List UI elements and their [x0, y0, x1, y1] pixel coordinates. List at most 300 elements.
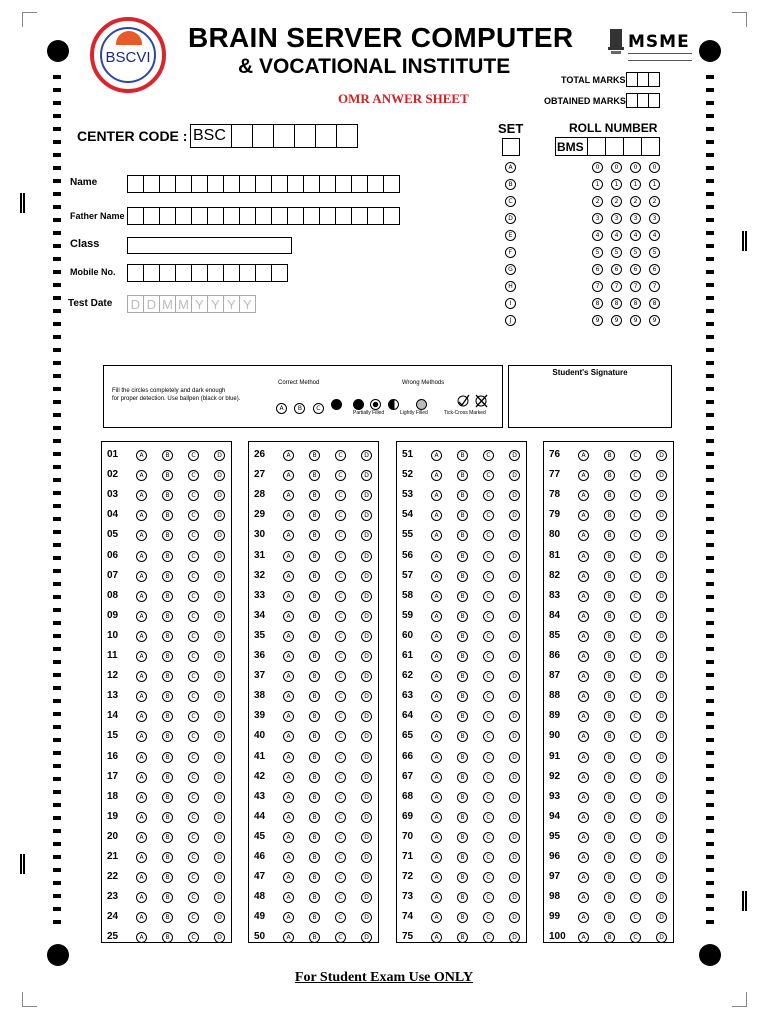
answer-bubble[interactable]: C	[188, 591, 199, 602]
set-option-bubble[interactable]: B	[505, 179, 516, 190]
answer-bubble[interactable]: B	[162, 591, 173, 602]
answer-bubble[interactable]: C	[188, 711, 199, 722]
answer-bubble[interactable]: D	[656, 691, 667, 702]
answer-bubble[interactable]: A	[431, 932, 442, 943]
roll-digit-bubble[interactable]: 8	[649, 298, 660, 309]
answer-bubble[interactable]: C	[335, 530, 346, 541]
answer-bubble[interactable]: D	[509, 671, 520, 682]
answer-bubble[interactable]: B	[604, 611, 615, 622]
answer-bubble[interactable]: C	[630, 470, 641, 481]
answer-bubble[interactable]: C	[483, 932, 494, 943]
answer-bubble[interactable]: B	[162, 691, 173, 702]
answer-bubble[interactable]: A	[283, 852, 294, 863]
set-box[interactable]	[502, 138, 520, 156]
test-date-field[interactable]	[128, 295, 256, 313]
answer-bubble[interactable]: A	[283, 591, 294, 602]
answer-bubble[interactable]: D	[509, 591, 520, 602]
answer-bubble[interactable]: C	[483, 551, 494, 562]
answer-bubble[interactable]: B	[162, 792, 173, 803]
answer-bubble[interactable]: A	[578, 932, 589, 943]
name-field[interactable]	[128, 175, 400, 193]
answer-bubble[interactable]: A	[136, 711, 147, 722]
answer-bubble[interactable]: D	[361, 591, 372, 602]
answer-bubble[interactable]: A	[578, 591, 589, 602]
answer-bubble[interactable]: C	[335, 470, 346, 481]
answer-bubble[interactable]: D	[509, 792, 520, 803]
answer-bubble[interactable]: D	[509, 450, 520, 461]
roll-digit-bubble[interactable]: 8	[630, 298, 641, 309]
set-option-bubble[interactable]: F	[505, 247, 516, 258]
answer-bubble[interactable]: C	[188, 772, 199, 783]
answer-bubble[interactable]: A	[578, 832, 589, 843]
answer-bubble[interactable]: A	[283, 812, 294, 823]
total-marks-boxes[interactable]	[627, 72, 660, 87]
center-code-field[interactable]	[191, 124, 358, 148]
answer-bubble[interactable]: C	[630, 892, 641, 903]
set-option-bubble[interactable]: G	[505, 264, 516, 275]
answer-bubble[interactable]: A	[283, 792, 294, 803]
answer-bubble[interactable]: B	[457, 731, 468, 742]
answer-bubble[interactable]: B	[162, 832, 173, 843]
answer-bubble[interactable]: D	[214, 792, 225, 803]
answer-bubble[interactable]: B	[162, 892, 173, 903]
answer-bubble[interactable]: D	[509, 772, 520, 783]
answer-bubble[interactable]: D	[509, 731, 520, 742]
answer-bubble[interactable]: D	[361, 792, 372, 803]
answer-bubble[interactable]: A	[578, 731, 589, 742]
answer-bubble[interactable]: D	[509, 490, 520, 501]
answer-bubble[interactable]: C	[188, 752, 199, 763]
answer-bubble[interactable]: A	[578, 852, 589, 863]
answer-bubble[interactable]: C	[335, 671, 346, 682]
answer-bubble[interactable]: D	[214, 812, 225, 823]
answer-bubble[interactable]: B	[457, 450, 468, 461]
answer-bubble[interactable]: C	[630, 530, 641, 541]
answer-bubble[interactable]: A	[283, 490, 294, 501]
answer-bubble[interactable]: D	[509, 651, 520, 662]
answer-bubble[interactable]: C	[188, 852, 199, 863]
answer-bubble[interactable]: C	[335, 551, 346, 562]
answer-bubble[interactable]: C	[630, 571, 641, 582]
answer-bubble[interactable]: D	[361, 631, 372, 642]
answer-bubble[interactable]: B	[309, 651, 320, 662]
answer-bubble[interactable]: A	[283, 571, 294, 582]
answer-bubble[interactable]: B	[457, 651, 468, 662]
answer-bubble[interactable]: D	[214, 832, 225, 843]
answer-bubble[interactable]: C	[630, 872, 641, 883]
answer-bubble[interactable]: C	[630, 792, 641, 803]
roll-digit-bubble[interactable]: 4	[649, 230, 660, 241]
answer-bubble[interactable]: B	[604, 892, 615, 903]
answer-bubble[interactable]: D	[509, 932, 520, 943]
roll-digit-bubble[interactable]: 3	[611, 213, 622, 224]
answer-bubble[interactable]: C	[188, 731, 199, 742]
answer-bubble[interactable]: B	[309, 571, 320, 582]
answer-bubble[interactable]: D	[214, 772, 225, 783]
answer-bubble[interactable]: D	[656, 832, 667, 843]
answer-bubble[interactable]: D	[656, 470, 667, 481]
answer-bubble[interactable]: A	[283, 551, 294, 562]
answer-bubble[interactable]: D	[509, 711, 520, 722]
answer-bubble[interactable]: D	[361, 490, 372, 501]
answer-bubble[interactable]: D	[656, 671, 667, 682]
answer-bubble[interactable]: D	[361, 530, 372, 541]
answer-bubble[interactable]: B	[604, 510, 615, 521]
set-option-bubble[interactable]: J	[505, 315, 516, 326]
answer-bubble[interactable]: B	[604, 912, 615, 923]
answer-bubble[interactable]: D	[656, 772, 667, 783]
answer-bubble[interactable]: D	[214, 691, 225, 702]
answer-bubble[interactable]: A	[136, 912, 147, 923]
roll-digit-bubble[interactable]: 7	[630, 281, 641, 292]
answer-bubble[interactable]: B	[457, 812, 468, 823]
answer-bubble[interactable]: A	[578, 892, 589, 903]
answer-bubble[interactable]: A	[578, 551, 589, 562]
answer-bubble[interactable]: C	[630, 651, 641, 662]
answer-bubble[interactable]: D	[214, 711, 225, 722]
answer-bubble[interactable]: A	[283, 912, 294, 923]
answer-bubble[interactable]: D	[656, 812, 667, 823]
roll-digit-bubble[interactable]: 4	[592, 230, 603, 241]
answer-bubble[interactable]: B	[162, 571, 173, 582]
roll-digit-bubble[interactable]: 0	[630, 162, 641, 173]
answer-bubble[interactable]: D	[361, 772, 372, 783]
answer-bubble[interactable]: B	[309, 711, 320, 722]
answer-bubble[interactable]: C	[630, 510, 641, 521]
answer-bubble[interactable]: D	[214, 510, 225, 521]
answer-bubble[interactable]: A	[578, 872, 589, 883]
answer-bubble[interactable]: B	[604, 872, 615, 883]
answer-bubble[interactable]: D	[361, 711, 372, 722]
answer-bubble[interactable]: D	[361, 551, 372, 562]
answer-bubble[interactable]: B	[457, 711, 468, 722]
roll-digit-bubble[interactable]: 3	[649, 213, 660, 224]
answer-bubble[interactable]: B	[604, 772, 615, 783]
answer-bubble[interactable]: D	[509, 912, 520, 923]
answer-bubble[interactable]: A	[136, 611, 147, 622]
answer-bubble[interactable]: B	[162, 671, 173, 682]
answer-bubble[interactable]: A	[283, 530, 294, 541]
answer-bubble[interactable]: D	[214, 470, 225, 481]
answer-bubble[interactable]: B	[309, 772, 320, 783]
answer-bubble[interactable]: B	[162, 731, 173, 742]
answer-bubble[interactable]: C	[483, 530, 494, 541]
answer-bubble[interactable]: C	[483, 490, 494, 501]
answer-bubble[interactable]: B	[457, 912, 468, 923]
answer-bubble[interactable]: B	[457, 571, 468, 582]
answer-bubble[interactable]: C	[483, 450, 494, 461]
roll-digit-bubble[interactable]: 2	[611, 196, 622, 207]
answer-bubble[interactable]: D	[509, 470, 520, 481]
answer-bubble[interactable]: D	[656, 651, 667, 662]
answer-bubble[interactable]: D	[361, 832, 372, 843]
answer-bubble[interactable]: C	[483, 852, 494, 863]
answer-bubble[interactable]: A	[431, 551, 442, 562]
answer-bubble[interactable]: C	[630, 591, 641, 602]
answer-bubble[interactable]: C	[188, 530, 199, 541]
answer-bubble[interactable]: C	[335, 731, 346, 742]
answer-bubble[interactable]: A	[431, 671, 442, 682]
answer-bubble[interactable]: B	[604, 932, 615, 943]
answer-bubble[interactable]: B	[457, 691, 468, 702]
roll-digit-bubble[interactable]: 6	[611, 264, 622, 275]
signature-box[interactable]	[508, 365, 672, 428]
roll-digit-bubble[interactable]: 6	[649, 264, 660, 275]
answer-bubble[interactable]: B	[309, 892, 320, 903]
answer-bubble[interactable]: D	[214, 530, 225, 541]
roll-digit-bubble[interactable]: 9	[592, 315, 603, 326]
answer-bubble[interactable]: D	[509, 852, 520, 863]
answer-bubble[interactable]: A	[578, 671, 589, 682]
roll-digit-bubble[interactable]: 1	[592, 179, 603, 190]
answer-bubble[interactable]: D	[656, 591, 667, 602]
answer-bubble[interactable]: D	[656, 490, 667, 501]
answer-bubble[interactable]: A	[283, 611, 294, 622]
mobile-field[interactable]	[128, 264, 288, 282]
answer-bubble[interactable]: C	[188, 691, 199, 702]
answer-bubble[interactable]: C	[335, 571, 346, 582]
answer-bubble[interactable]: C	[483, 651, 494, 662]
set-option-bubble[interactable]: I	[505, 298, 516, 309]
answer-bubble[interactable]: C	[630, 832, 641, 843]
roll-digit-bubble[interactable]: 0	[649, 162, 660, 173]
answer-bubble[interactable]: D	[361, 892, 372, 903]
answer-bubble[interactable]: C	[188, 470, 199, 481]
answer-bubble[interactable]: A	[578, 812, 589, 823]
answer-bubble[interactable]: B	[162, 812, 173, 823]
answer-bubble[interactable]: D	[361, 571, 372, 582]
answer-bubble[interactable]: A	[136, 731, 147, 742]
answer-bubble[interactable]: C	[335, 772, 346, 783]
answer-bubble[interactable]: C	[188, 631, 199, 642]
answer-bubble[interactable]: D	[656, 752, 667, 763]
answer-bubble[interactable]: C	[483, 691, 494, 702]
answer-bubble[interactable]: B	[457, 470, 468, 481]
answer-bubble[interactable]: A	[578, 912, 589, 923]
answer-bubble[interactable]: B	[309, 631, 320, 642]
answer-bubble[interactable]: D	[214, 551, 225, 562]
answer-bubble[interactable]: C	[335, 832, 346, 843]
answer-bubble[interactable]: D	[214, 571, 225, 582]
answer-bubble[interactable]: B	[604, 852, 615, 863]
answer-bubble[interactable]: B	[309, 551, 320, 562]
answer-bubble[interactable]: D	[361, 450, 372, 461]
answer-bubble[interactable]: D	[214, 912, 225, 923]
set-option-bubble[interactable]: C	[505, 196, 516, 207]
answer-bubble[interactable]: D	[214, 651, 225, 662]
answer-bubble[interactable]: B	[604, 752, 615, 763]
answer-bubble[interactable]: A	[431, 752, 442, 763]
answer-bubble[interactable]: D	[214, 611, 225, 622]
answer-bubble[interactable]: A	[578, 631, 589, 642]
answer-bubble[interactable]: B	[162, 631, 173, 642]
roll-digit-bubble[interactable]: 1	[611, 179, 622, 190]
answer-bubble[interactable]: A	[431, 470, 442, 481]
answer-bubble[interactable]: D	[214, 490, 225, 501]
answer-bubble[interactable]: C	[335, 932, 346, 943]
answer-bubble[interactable]: A	[283, 631, 294, 642]
answer-bubble[interactable]: D	[656, 892, 667, 903]
answer-bubble[interactable]: B	[309, 490, 320, 501]
answer-bubble[interactable]: A	[283, 932, 294, 943]
answer-bubble[interactable]: C	[335, 892, 346, 903]
answer-bubble[interactable]: C	[630, 812, 641, 823]
answer-bubble[interactable]: C	[630, 631, 641, 642]
answer-bubble[interactable]: D	[361, 812, 372, 823]
roll-digit-bubble[interactable]: 4	[611, 230, 622, 241]
answer-bubble[interactable]: B	[457, 752, 468, 763]
answer-bubble[interactable]: B	[162, 651, 173, 662]
answer-bubble[interactable]: C	[630, 611, 641, 622]
answer-bubble[interactable]: B	[162, 752, 173, 763]
answer-bubble[interactable]: C	[335, 812, 346, 823]
answer-bubble[interactable]: C	[630, 490, 641, 501]
answer-bubble[interactable]: A	[431, 711, 442, 722]
answer-bubble[interactable]: B	[162, 510, 173, 521]
answer-bubble[interactable]: B	[309, 872, 320, 883]
answer-bubble[interactable]: D	[214, 671, 225, 682]
answer-bubble[interactable]: C	[630, 932, 641, 943]
answer-bubble[interactable]: D	[656, 912, 667, 923]
answer-bubble[interactable]: A	[136, 812, 147, 823]
answer-bubble[interactable]: C	[483, 832, 494, 843]
answer-bubble[interactable]: C	[483, 571, 494, 582]
answer-bubble[interactable]: A	[431, 571, 442, 582]
obtained-marks-boxes[interactable]	[627, 93, 660, 108]
roll-digit-bubble[interactable]: 7	[592, 281, 603, 292]
answer-bubble[interactable]: B	[457, 671, 468, 682]
answer-bubble[interactable]: B	[604, 551, 615, 562]
answer-bubble[interactable]: A	[136, 450, 147, 461]
answer-bubble[interactable]: A	[136, 631, 147, 642]
answer-bubble[interactable]: B	[162, 872, 173, 883]
answer-bubble[interactable]: D	[656, 611, 667, 622]
answer-bubble[interactable]: B	[604, 530, 615, 541]
answer-bubble[interactable]: D	[361, 611, 372, 622]
answer-bubble[interactable]: A	[136, 892, 147, 903]
answer-bubble[interactable]: D	[361, 510, 372, 521]
answer-bubble[interactable]: D	[656, 711, 667, 722]
answer-bubble[interactable]: A	[431, 731, 442, 742]
answer-bubble[interactable]: A	[431, 912, 442, 923]
answer-bubble[interactable]: D	[656, 571, 667, 582]
answer-bubble[interactable]: A	[578, 470, 589, 481]
answer-bubble[interactable]: D	[361, 671, 372, 682]
answer-bubble[interactable]: D	[361, 691, 372, 702]
answer-bubble[interactable]: D	[656, 450, 667, 461]
answer-bubble[interactable]: C	[483, 510, 494, 521]
answer-bubble[interactable]: B	[457, 772, 468, 783]
answer-bubble[interactable]: A	[283, 892, 294, 903]
answer-bubble[interactable]: A	[283, 651, 294, 662]
answer-bubble[interactable]: A	[136, 832, 147, 843]
answer-bubble[interactable]: A	[136, 691, 147, 702]
answer-bubble[interactable]: B	[162, 852, 173, 863]
answer-bubble[interactable]: A	[578, 752, 589, 763]
answer-bubble[interactable]: B	[162, 711, 173, 722]
roll-digit-bubble[interactable]: 0	[592, 162, 603, 173]
roll-digit-bubble[interactable]: 7	[611, 281, 622, 292]
answer-bubble[interactable]: B	[457, 490, 468, 501]
answer-bubble[interactable]: B	[162, 611, 173, 622]
answer-bubble[interactable]: D	[509, 571, 520, 582]
answer-bubble[interactable]: C	[630, 671, 641, 682]
answer-bubble[interactable]: B	[162, 551, 173, 562]
set-option-bubble[interactable]: H	[505, 281, 516, 292]
answer-bubble[interactable]: D	[361, 912, 372, 923]
answer-bubble[interactable]: A	[136, 752, 147, 763]
answer-bubble[interactable]: C	[630, 912, 641, 923]
answer-bubble[interactable]: D	[656, 551, 667, 562]
answer-bubble[interactable]: D	[361, 651, 372, 662]
answer-bubble[interactable]: D	[656, 872, 667, 883]
answer-bubble[interactable]: A	[431, 852, 442, 863]
roll-digit-bubble[interactable]: 0	[611, 162, 622, 173]
set-option-bubble[interactable]: D	[505, 213, 516, 224]
answer-bubble[interactable]: C	[630, 551, 641, 562]
answer-bubble[interactable]: A	[431, 530, 442, 541]
answer-bubble[interactable]: B	[309, 912, 320, 923]
answer-bubble[interactable]: A	[578, 490, 589, 501]
roll-digit-bubble[interactable]: 5	[611, 247, 622, 258]
answer-bubble[interactable]: B	[309, 812, 320, 823]
answer-bubble[interactable]: D	[509, 892, 520, 903]
answer-bubble[interactable]: A	[283, 772, 294, 783]
answer-bubble[interactable]: B	[162, 932, 173, 943]
answer-bubble[interactable]: D	[361, 470, 372, 481]
answer-bubble[interactable]: B	[457, 611, 468, 622]
roll-digit-bubble[interactable]: 9	[649, 315, 660, 326]
answer-bubble[interactable]: A	[283, 450, 294, 461]
answer-bubble[interactable]: A	[283, 872, 294, 883]
answer-bubble[interactable]: D	[509, 812, 520, 823]
answer-bubble[interactable]: D	[509, 530, 520, 541]
answer-bubble[interactable]: A	[283, 691, 294, 702]
answer-bubble[interactable]: A	[136, 772, 147, 783]
answer-bubble[interactable]: C	[483, 772, 494, 783]
roll-digit-bubble[interactable]: 3	[630, 213, 641, 224]
answer-bubble[interactable]: C	[335, 510, 346, 521]
roll-digit-bubble[interactable]: 5	[592, 247, 603, 258]
answer-bubble[interactable]: D	[214, 892, 225, 903]
answer-bubble[interactable]: C	[188, 671, 199, 682]
answer-bubble[interactable]: B	[604, 631, 615, 642]
father-name-field[interactable]	[128, 207, 400, 225]
answer-bubble[interactable]: C	[483, 752, 494, 763]
answer-bubble[interactable]: C	[188, 551, 199, 562]
answer-bubble[interactable]: A	[283, 711, 294, 722]
answer-bubble[interactable]: C	[188, 611, 199, 622]
answer-bubble[interactable]: D	[656, 852, 667, 863]
answer-bubble[interactable]: A	[578, 651, 589, 662]
answer-bubble[interactable]: B	[604, 792, 615, 803]
answer-bubble[interactable]: D	[509, 631, 520, 642]
answer-bubble[interactable]: C	[188, 932, 199, 943]
answer-bubble[interactable]: B	[604, 651, 615, 662]
answer-bubble[interactable]: A	[578, 611, 589, 622]
answer-bubble[interactable]: D	[509, 691, 520, 702]
roll-digit-bubble[interactable]: 9	[611, 315, 622, 326]
answer-bubble[interactable]: B	[457, 631, 468, 642]
answer-bubble[interactable]: C	[630, 691, 641, 702]
roll-digit-bubble[interactable]: 2	[649, 196, 660, 207]
answer-bubble[interactable]: C	[188, 912, 199, 923]
answer-bubble[interactable]: B	[309, 611, 320, 622]
answer-bubble[interactable]: D	[509, 752, 520, 763]
answer-bubble[interactable]: A	[431, 611, 442, 622]
answer-bubble[interactable]: A	[578, 510, 589, 521]
roll-digit-bubble[interactable]: 8	[611, 298, 622, 309]
